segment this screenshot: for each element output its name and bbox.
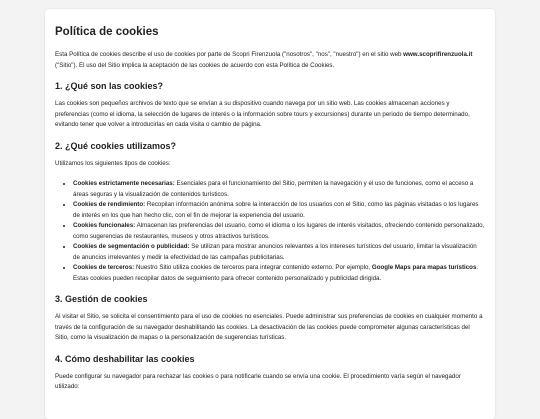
intro-text-end: ("Sitio"). El uso del Sitio implica la aceptación de las cookies de acuerdo con esta Política de Cookies. [55, 61, 335, 69]
list-item-desc: Almacenan las preferencias del usuario, como el idioma o los lugares de interés visitados, ofreciendo contenido personalizado, como sugerencias de restaurantes, museos y otros atractivos turísticos. [73, 222, 485, 240]
list-item-term: Cookies de segmentación o publicidad: [73, 243, 190, 250]
list-item-desc: Se utilizan para mostrar anuncios relevantes a los intereses turísticos del usuario, limitar la visualización de anuncios irrelevantes y medir la efectividad de las campañas publicitarias. [73, 243, 477, 261]
section-text-what-are-cookies: Las cookies son pequeños archivos de texto que se envían a su dispositivo cuando navega por un sitio web. Las cookies almacenan acciones y preferencias (como el idioma, la selección de lugares de interés o la información sobre tours y excursiones) durante un periodo de tiempo determinado, evitando tener que volver a introducirlas en cada visita o cambio de página. [55, 100, 470, 128]
page-title: Política de cookies [55, 26, 159, 38]
cookie-types-list [55, 179, 485, 284]
list-item-performance [73, 200, 485, 221]
list-item-functional [73, 221, 485, 242]
list-item-desc: Recopilan información anónima sobre la interacción de los usuarios con el Sitio, como las páginas visitadas o los lugares de interés en los que han hecho clic, con el fin de mejorar la experiencia del usuario. [73, 201, 479, 219]
section-text-disable-cookies: Puede configurar su navegador para rechazar las cookies o para notificarle cuando se envía una cookie. El procedimiento varía según el navegador utilizado: [55, 372, 461, 390]
section-heading-disable-cookies: 4. Cómo deshabilitar las cookies [55, 353, 195, 364]
section-heading-what-are-cookies: 1. ¿Qué son las cookies? [55, 81, 164, 91]
intro-text-start: Esta Política de cookies describe el uso de cookies por parte de Scopri Firenzuola ("nosotros", "nos", "nuestro") en el sitio web [55, 51, 404, 58]
section-text-cookie-management: Al visitar el Sitio, se solicita el consentimiento para el uso de cookies no esenciales. Puede administrar sus preferencias de cookies en cualquier momento a través de la configuración de su navegador deshabilitando las cookies. La desactivación de las cookies puede comprometer algunas características del Sitio, como la visualización de mapas o la personalización de sugerencias turísticas. [55, 313, 483, 341]
site-domain: www.scoprifirenzuola.it [403, 51, 473, 58]
section-heading-cookie-management: 3. Gestión de cookies [55, 294, 148, 304]
list-item-term: Cookies funcionales: [73, 222, 136, 229]
list-item-third-party [73, 263, 485, 284]
intro-paragraph [55, 50, 485, 71]
list-item-necessary [73, 179, 485, 200]
list-item-advertising [73, 242, 485, 263]
section-text-cookies-used: Utilizamos los siguientes tipos de cookies: [55, 159, 171, 167]
list-item-desc: Nuestro Sitio utiliza cookies de terceros para integrar contenido externo. Por ejemplo, [134, 264, 372, 271]
section-heading-cookies-used: 2. ¿Qué cookies utilizamos? [55, 140, 177, 151]
policy-card [45, 9, 495, 419]
list-item-desc-end: . Estas cookies pueden recopilar datos de seguimiento para ofrecer contenido personalizado y publicidad dirigida. [73, 264, 479, 282]
list-item-desc: Esenciales para el funcionamiento del Sitio, permiten la navegación y el uso de funciones, como el acceso a áreas seguras y la visualización de contenidos turísticos. [73, 180, 474, 198]
google-maps-bold: Google Maps para mapas turísticos [371, 264, 477, 271]
list-item-term: Cookies estrictamente necesarias: [73, 180, 175, 187]
list-item-term: Cookies de terceros: [73, 264, 135, 271]
list-item-term: Cookies de rendimiento: [73, 201, 146, 208]
